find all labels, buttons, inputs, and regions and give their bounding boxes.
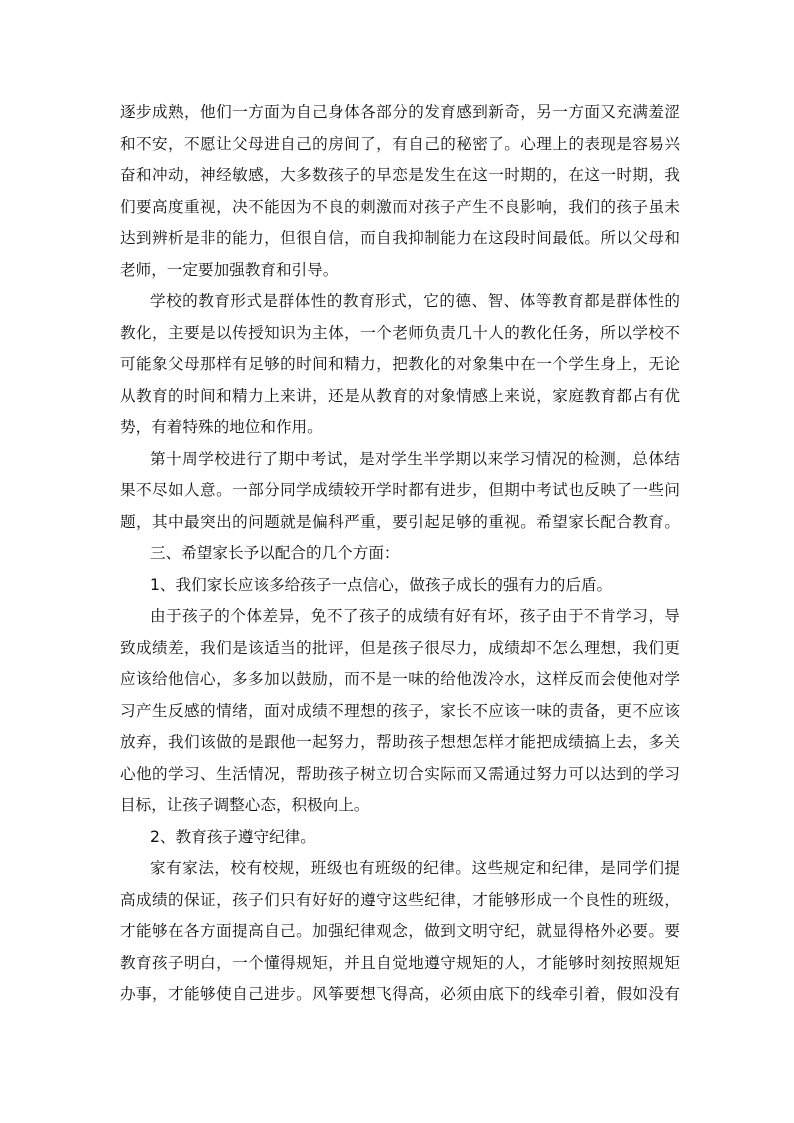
text-line: 学校的教育形式是群体性的教育形式，它的德、智、体等教育都是群体性的 [150, 292, 680, 310]
subsection-heading: 2、教育孩子遵守纪律。 [150, 827, 316, 846]
text-line: 教育孩子明白，一个懂得规矩，并且自觉地遵守规矩的人，才能够时刻按照规矩 [120, 953, 680, 972]
subsection-heading: 1、我们家长应该多给孩子一点信心，做孩子成长的强有力的后盾。 [150, 575, 613, 594]
text-line: 致成绩差，我们是该适当的批评，但是孩子很尽力，成绩却不怎么理想，我们更 [120, 638, 680, 657]
text-line: 从教育的时间和精力上来讲，还是从教育的对象情感上来说，家庭教育都占有优 [120, 386, 680, 405]
text-line: 们要高度重视，决不能因为不良的刺激而对孩子产生不良影响，我们的孩子虽未 [120, 197, 680, 216]
text-line: 题，其中最突出的问题就是偏科严重，要引起足够的重视。希望家长配合教育。 [120, 512, 680, 531]
text-line: 逐步成熟，他们一方面为自己身体各部分的发育感到新奇，另一方面又充满羞涩 [120, 103, 680, 121]
document-body [120, 97, 680, 1011]
text-line: 和不安，不愿让父母进自己的房间了，有自己的秘密了。心理上的表现是容易兴 [120, 134, 680, 153]
text-line: 才能够在各方面提高自己。加强纪律观念，做到文明守纪，就显得格外必要。要 [120, 922, 680, 940]
text-line: 势，有着特殊的地位和作用。 [120, 418, 323, 436]
text-line: 可能象父母那样有足够的时间和精力，把教化的对象集中在一个学生身上，无论 [120, 355, 680, 373]
text-line: 办事，才能够使自己进步。风筝要想飞得高，必须由底下的线牵引着，假如没有 [120, 985, 680, 1003]
text-line: 达到辨析是非的能力，但很自信，而自我抑制能力在这段时间最低。所以父母和 [120, 229, 680, 247]
text-line: 高成绩的保证，孩子们只有好好的遵守这些纪律，才能够形成一个良性的班级， [120, 890, 680, 909]
text-line: 老师，一定要加强教育和引导。 [120, 260, 339, 279]
text-line: 果不尽如人意。一部分同学成绩较开学时都有进步，但期中考试也反映了一些问 [120, 481, 680, 499]
text-line: 家有家法，校有校规，班级也有班级的纪律。这些规定和纪律，是同学们提 [150, 859, 680, 877]
section-heading: 三、希望家长予以配合的几个方面： [150, 544, 400, 562]
text-line: 由于孩子的个体差异，免不了孩子的成绩有好有坏，孩子由于不肯学习，导 [150, 607, 680, 625]
text-line: 第十周学校进行了期中考试，是对学生半学期以来学习情况的检测，总体结 [150, 449, 680, 468]
text-line: 目标，让孩子调整心态，积极向上。 [120, 796, 370, 814]
text-line: 应该给他信心，多多加以鼓励，而不是一味的给他泼冷水，这样反而会使他对学 [120, 670, 680, 688]
text-line: 习产生反感的情绪，面对成绩不理想的孩子，家长不应该一味的责备，更不应该 [120, 701, 680, 720]
text-line: 放弃，我们该做的是跟他一起努力，帮助孩子想想怎样才能把成绩搞上去，多关 [120, 733, 680, 751]
text-line: 心他的学习、生活情况，帮助孩子树立切合实际而又需通过努力可以达到的学习 [120, 764, 680, 783]
text-line: 教化，主要是以传授知识为主体，一个老师负责几十人的教化任务，所以学校不 [120, 323, 680, 342]
text-line: 奋和冲动，神经敏感，大多数孩子的早恋是发生在这一时期的，在这一时期，我 [120, 166, 680, 184]
